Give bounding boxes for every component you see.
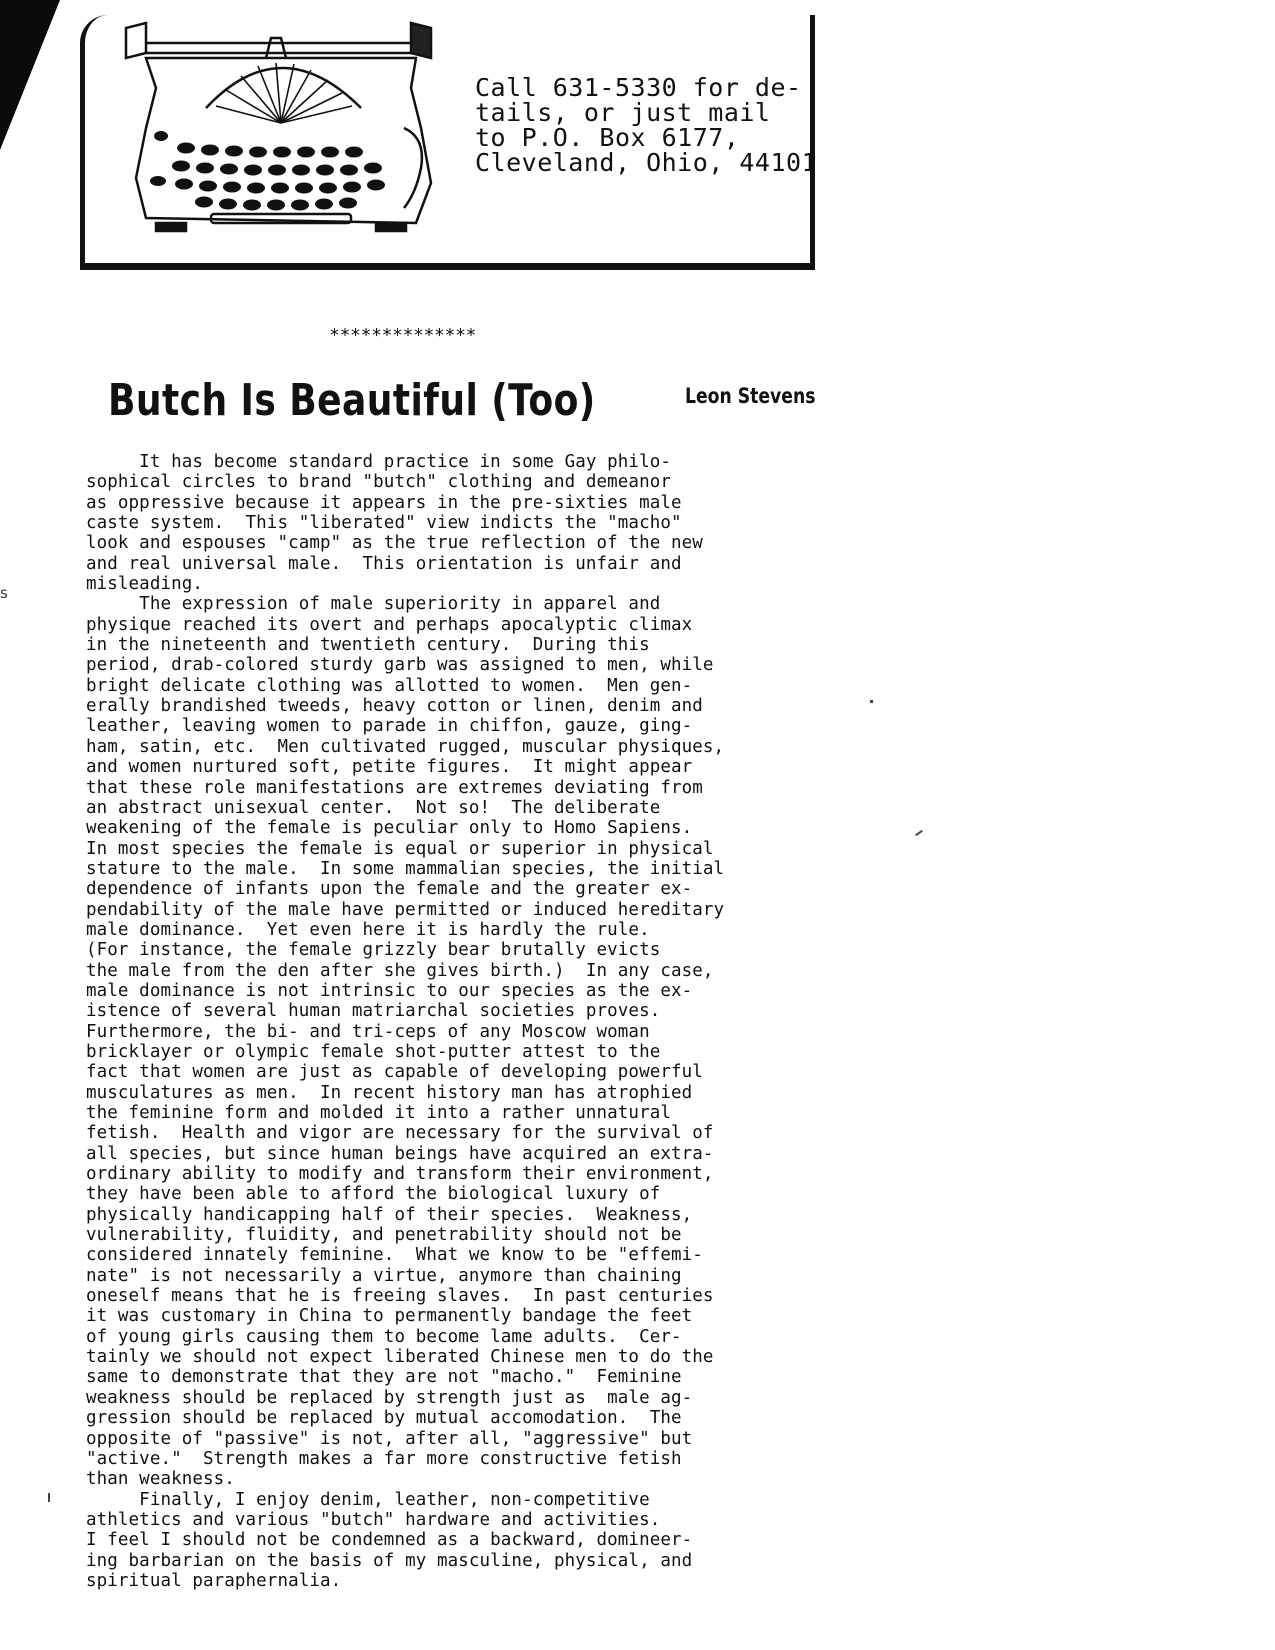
article-line: erally brandished tweeds, heavy cotton or linen, denim and: [86, 696, 703, 717]
scan-shadow-corner: [0, 0, 60, 150]
article-line: Finally, I enjoy denim, leather, non-competitive: [86, 1489, 650, 1510]
article-line: fetish. Health and vigor are necessary for the survival of: [86, 1123, 714, 1144]
article-line: the male from the den after she gives birth.) In any case,: [86, 960, 714, 981]
article-line: physique reached its overt and perhaps apocalyptic climax: [86, 614, 693, 635]
article-line: istence of several human matriarchal societies proves.: [86, 1001, 661, 1022]
article-line: that these role manifestations are extremes deviating from: [86, 777, 703, 798]
article-line: male dominance is not intrinsic to our species as the ex-: [86, 980, 693, 1001]
article-line: Furthermore, the bi- and tri-ceps of any Moscow woman: [86, 1021, 650, 1042]
article-body: [86, 452, 826, 1591]
article-line: than weakness.: [86, 1469, 235, 1490]
article-line: they have been able to afford the biological luxury of: [86, 1184, 661, 1205]
typewriter-illustration: [86, 18, 466, 258]
ad-line: tails, or just mail: [475, 98, 771, 127]
article-line: weakness should be replaced by strength just as male ag-: [86, 1387, 693, 1408]
article-line: all species, but since human beings have acquired an extra-: [86, 1143, 714, 1164]
scan-speck: [870, 700, 873, 703]
article-line: spiritual paraphernalia.: [86, 1570, 342, 1591]
advertisement-text: [475, 73, 818, 177]
article-line: It has become standard practice in some Gay philo-: [86, 452, 671, 472]
article-line: physically handicapping half of their species. Weakness,: [86, 1204, 693, 1225]
article-line: sophical circles to brand "butch" clothing and demeanor: [86, 472, 671, 493]
article-line: ordinary ability to modify and transform their environment,: [86, 1164, 714, 1185]
article-line: tainly we should not expect liberated Chinese men to do the: [86, 1347, 714, 1368]
article-line: bright delicate clothing was allotted to women. Men gen-: [86, 675, 693, 696]
article-line: as oppressive because it appears in the pre-sixties male: [86, 492, 682, 513]
article-line: look and espouses "camp" as the true reflection of the new: [86, 533, 703, 554]
article-line: oneself means that he is freeing slaves. In past centuries: [86, 1286, 714, 1307]
article-title: Butch Is Beautiful (Too): [108, 375, 596, 426]
article-line: stature to the male. In some mammalian species, the initial: [86, 858, 725, 879]
article-line: gression should be replaced by mutual accomodation. The: [86, 1408, 682, 1429]
ad-line: Call 631-5330 for de-: [475, 73, 802, 102]
article-line: it was customary in China to permanently bandage the feet: [86, 1306, 693, 1327]
article-line: The expression of male superiority in apparel and: [86, 594, 661, 615]
article-line: I feel I should not be condemned as a backward, domineer-: [86, 1530, 693, 1551]
article-line: and women nurtured soft, petite figures. It might appear: [86, 757, 693, 778]
article-line: In most species the female is equal or superior in physical: [86, 838, 714, 859]
article-line: "active." Strength makes a far more constructive fetish: [86, 1448, 682, 1469]
scan-speck: [48, 1493, 50, 1502]
article-line: male dominance. Yet even here it is hardly the rule.: [86, 919, 650, 940]
article-line: ham, satin, etc. Men cultivated rugged, muscular physiques,: [86, 736, 725, 757]
article-line: leather, leaving women to parade in chiffon, gauze, ging-: [86, 716, 693, 737]
article-line: considered innately feminine. What we know to be "effemi-: [86, 1245, 703, 1266]
article-line: ing barbarian on the basis of my masculine, physical, and: [86, 1550, 693, 1571]
article-author: Leon Stevens: [685, 384, 816, 408]
article-line: misleading.: [86, 574, 203, 595]
star-separator: **************: [330, 325, 477, 346]
article-line: and real universal male. This orientation is unfair and: [86, 553, 682, 574]
article-line: the feminine form and molded it into a rather unnatural: [86, 1103, 671, 1123]
margin-mark: s: [0, 584, 8, 602]
article-line: musculatures as men. In recent history man has atrophied: [86, 1082, 693, 1103]
article-line: pendability of the male have permitted or induced hereditary: [86, 899, 725, 920]
article-line: opposite of "passive" is not, after all, "aggressive" but: [86, 1428, 693, 1449]
article-line: dependence of infants upon the female and the greater ex-: [86, 879, 693, 900]
article-line: weakening of the female is peculiar only to Homo Sapiens.: [86, 818, 693, 839]
article-line: athletics and various "butch" hardware and activities.: [86, 1509, 661, 1530]
ad-line: Cleveland, Ohio, 44101: [475, 148, 818, 177]
article-line: fact that women are just as capable of developing powerful: [86, 1062, 703, 1083]
article-line: vulnerability, fluidity, and penetrability should not be: [86, 1225, 682, 1246]
article-line: of young girls causing them to become lame adults. Cer-: [86, 1326, 682, 1347]
ad-line: to P.O. Box 6177,: [475, 123, 740, 152]
article-line: an abstract unisexual center. Not so! The deliberate: [86, 797, 661, 818]
article-line: same to demonstrate that they are not "macho." Feminine: [86, 1367, 682, 1388]
scan-speck: [915, 830, 923, 836]
article-line: bricklayer or olympic female shot-putter attest to the: [86, 1041, 661, 1062]
article-line: (For instance, the female grizzly bear brutally evicts: [86, 940, 661, 961]
article-line: nate" is not necessarily a virtue, anymore than chaining: [86, 1265, 682, 1286]
article-line: period, drab-colored sturdy garb was assigned to men, while: [86, 655, 714, 676]
article-line: caste system. This "liberated" view indicts the "macho": [86, 513, 682, 534]
article-line: in the nineteenth and twentieth century. During this: [86, 635, 650, 656]
